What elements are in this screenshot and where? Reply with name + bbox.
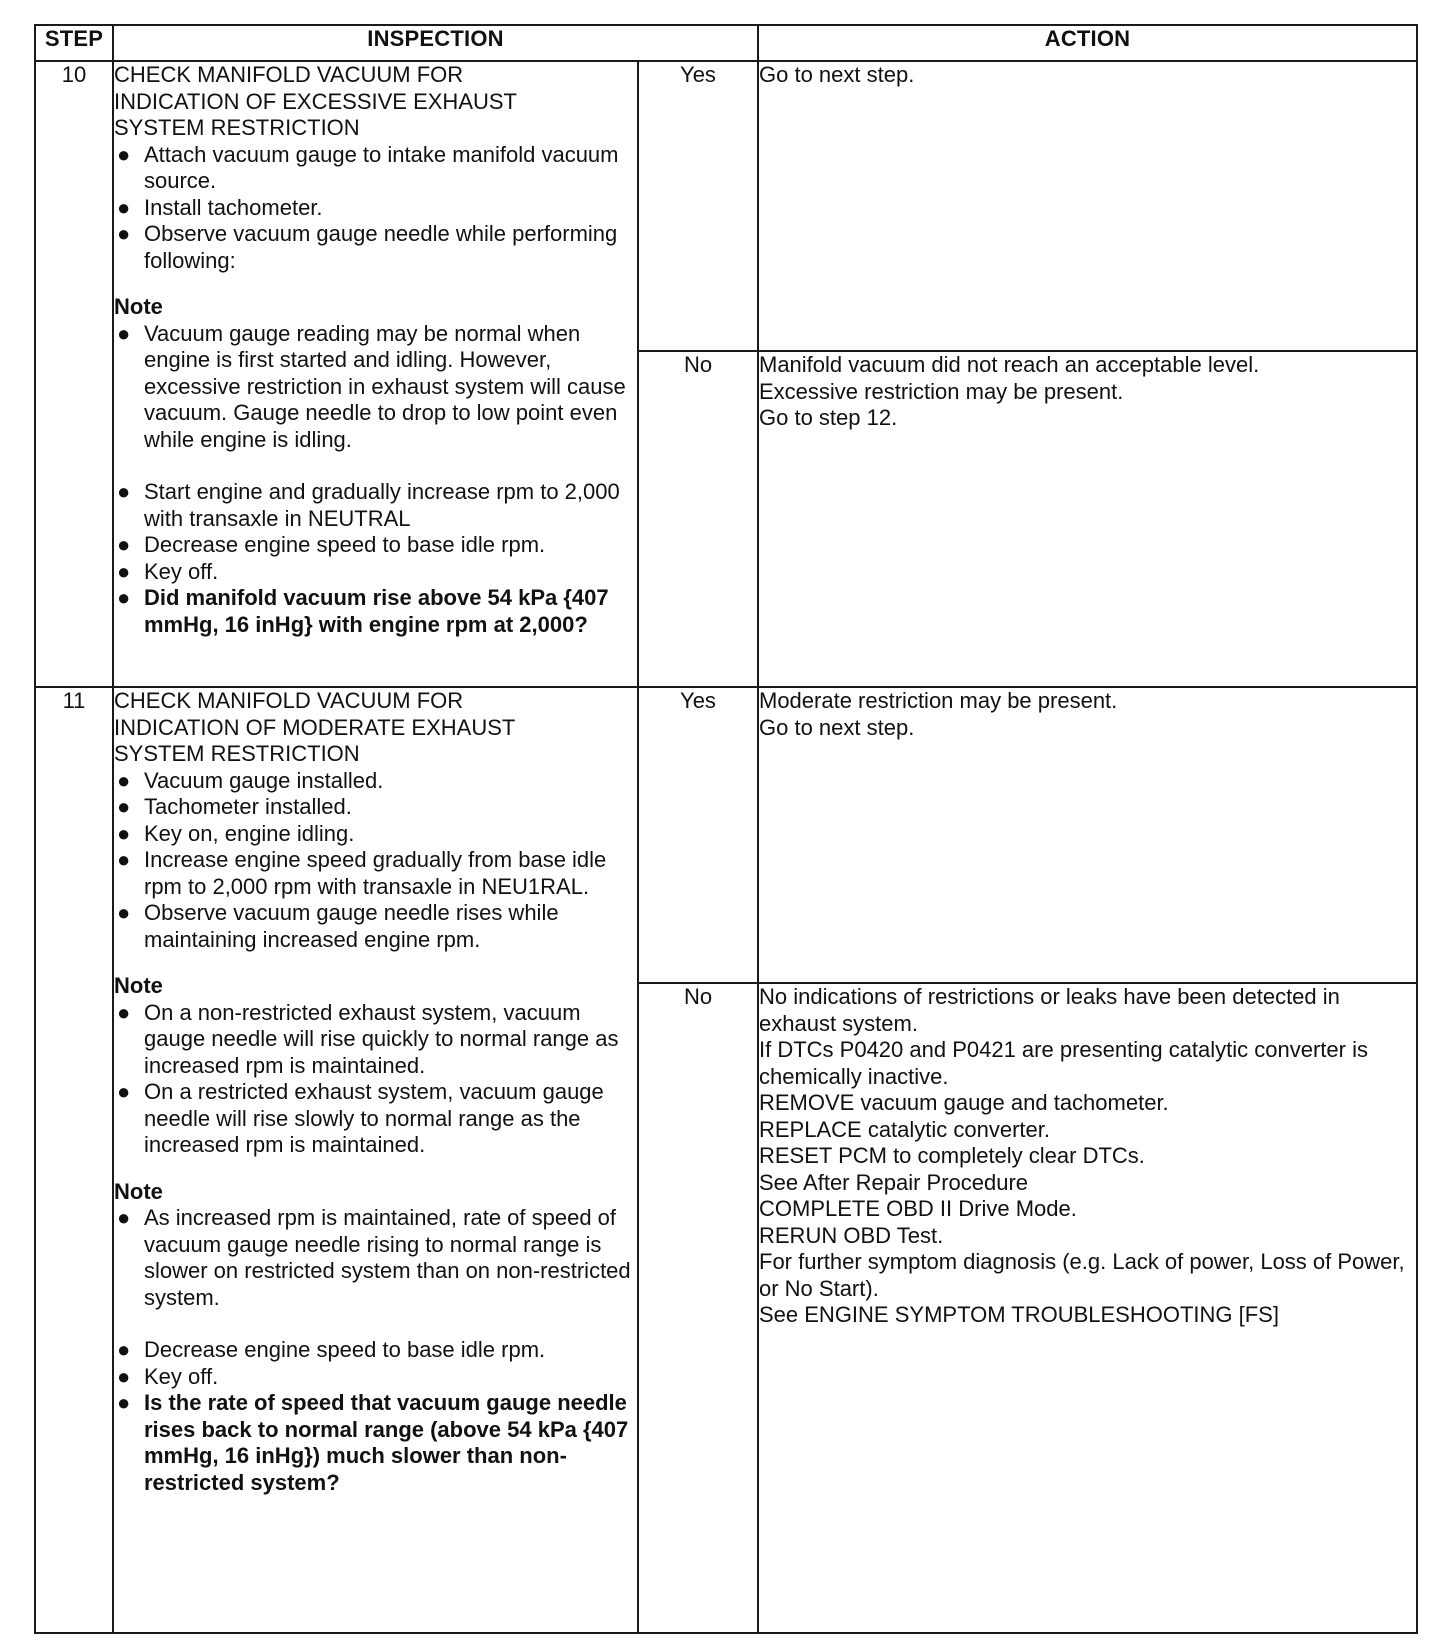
question-item: ● Did manifold vacuum rise above 54 kPa {407 mmHg, 16 inHg} with engine rpm at 2,000? [117, 585, 609, 637]
header-action: ACTION [758, 25, 1417, 61]
note-label: Note [114, 973, 163, 998]
step-11-yes-row [35, 687, 1417, 983]
step-title-line: CHECK MANIFOLD VACUUM FOR [114, 688, 464, 713]
action-line: REMOVE vacuum gauge and tachometer. [759, 1090, 1169, 1115]
bullet-icon: ● [117, 1079, 131, 1104]
header-step: STEP [35, 25, 113, 61]
no-label: No [638, 351, 758, 687]
header-row [35, 25, 1417, 61]
bullet-icon: ● [117, 1205, 131, 1230]
action-line: If DTCs P0420 and P0421 are presenting catalytic converter is chemically inactive. [759, 1037, 1368, 1089]
bullet-icon: ● [117, 1390, 131, 1415]
bullet-icon: ● [117, 141, 131, 167]
bullet-item: ● Observe vacuum gauge needle while performing following: [117, 221, 618, 273]
bullet-item: ● Observe vacuum gauge needle rises while maintaining increased engine rpm. [117, 900, 559, 952]
action-line: Go to step 12. [759, 405, 898, 430]
step-number: 11 [35, 687, 113, 1633]
bullet-icon: ● [117, 479, 131, 504]
bullet-item: ● Key off. [117, 1363, 219, 1389]
question-item: ● Is the rate of speed that vacuum gauge needle rises back to normal range (above 54 kPa {407 mmHg, 16 inHg}) much slower than non-restricted system? [117, 1390, 629, 1495]
bullet-item: ● As increased rpm is maintained, rate of speed of vacuum gauge needle rising to normal range is slower on restricted system than on non-restricted system. [117, 1205, 631, 1310]
bullet-icon: ● [117, 532, 131, 557]
bullet-icon: ● [117, 194, 131, 220]
action-line: See After Repair Procedure [759, 1169, 1029, 1195]
bullet-list [114, 479, 637, 638]
step-10-inspection [113, 61, 638, 687]
step-title-line: INDICATION OF MODERATE EXHAUST [114, 714, 516, 740]
action-line: REPLACE catalytic converter. [759, 1116, 1051, 1142]
no-label: No [638, 983, 758, 1633]
step-number: 10 [35, 61, 113, 687]
action-line: For further symptom diagnosis (e.g. Lack of power, Loss of Power, or No Start). [759, 1249, 1405, 1301]
action-line: RESET PCM to completely clear DTCs. [759, 1143, 1145, 1168]
bullet-item: ● Attach vacuum gauge to intake manifold vacuum source. [117, 141, 619, 193]
bullet-item: ● Tachometer installed. [117, 794, 352, 819]
action-line: See ENGINE SYMPTOM TROUBLESHOOTING [FS] [759, 1302, 1279, 1327]
bullet-item: ● Increase engine speed gradually from base idle rpm to 2,000 rpm with transaxle in NEU1RAL. [117, 847, 607, 899]
bullet-icon: ● [117, 1337, 131, 1362]
bullet-icon: ● [117, 221, 131, 246]
bullet-item: ● Decrease engine speed to base idle rpm. [117, 1337, 546, 1362]
step-10-yes-row [35, 61, 1417, 351]
bullet-list [114, 142, 637, 275]
note-bullet-list [114, 321, 637, 454]
note-bullet-list [114, 1205, 637, 1311]
bullet-icon: ● [117, 1363, 131, 1389]
bullet-icon: ● [117, 900, 131, 925]
bullet-icon: ● [117, 794, 131, 819]
note-label: Note [114, 1178, 163, 1204]
note-bullet-list [114, 1000, 637, 1159]
yes-action [758, 61, 1417, 351]
step-title-line: CHECK MANIFOLD VACUUM FOR [114, 62, 464, 87]
document-page [34, 24, 1418, 1634]
bullet-item: ● Install tachometer. [117, 194, 323, 220]
note-label: Note [114, 294, 163, 319]
yes-label: Yes [638, 61, 758, 351]
action-line: COMPLETE OBD II Drive Mode. [759, 1196, 1077, 1221]
bullet-item: ● Vacuum gauge reading may be normal when engine is first started and idling. However, excessive restriction in exhaust system will cause vacuum. Gauge needle to drop to low point even while engine is idling. [117, 320, 626, 452]
bullet-list [114, 768, 637, 954]
diagnostic-table [34, 24, 1418, 1634]
bullet-icon: ● [117, 820, 131, 846]
action-line: No indications of restrictions or leaks have been detected in exhaust system. [759, 984, 1340, 1036]
action-line: Manifold vacuum did not reach an acceptable level. [759, 352, 1260, 377]
bullet-item: ● Vacuum gauge installed. [117, 767, 384, 793]
bullet-item: ● On a restricted exhaust system, vacuum gauge needle will rise slowly to normal range as the increased rpm is maintained. [117, 1079, 604, 1157]
bullet-list [114, 1337, 637, 1496]
yes-action [758, 687, 1417, 983]
bullet-icon: ● [117, 999, 131, 1025]
step-title-line: INDICATION OF EXCESSIVE EXHAUST [114, 88, 517, 114]
bullet-icon: ● [117, 767, 131, 793]
action-line: Go to next step. [759, 714, 915, 740]
action-line: Excessive restriction may be present. [759, 378, 1124, 404]
bullet-item: ● Key off. [117, 558, 219, 584]
header-inspection: INSPECTION [113, 25, 758, 61]
step-title-line: SYSTEM RESTRICTION [114, 741, 360, 766]
action-line: Go to next step. [759, 62, 915, 87]
bullet-item: ● Key on, engine idling. [117, 820, 355, 846]
no-action [758, 351, 1417, 687]
bullet-icon: ● [117, 847, 131, 872]
no-action [758, 983, 1417, 1633]
step-title-line: SYSTEM RESTRICTION [114, 115, 360, 140]
action-line: RERUN OBD Test. [759, 1222, 944, 1248]
bullet-item: ● On a non-restricted exhaust system, vacuum gauge needle will rise quickly to normal range as increased rpm is maintained. [117, 999, 619, 1078]
bullet-icon: ● [117, 558, 131, 584]
bullet-icon: ● [117, 585, 131, 610]
action-line: Moderate restriction may be present. [759, 688, 1118, 713]
bullet-item: ● Decrease engine speed to base idle rpm. [117, 532, 546, 557]
bullet-icon: ● [117, 320, 131, 346]
bullet-item: ● Start engine and gradually increase rpm to 2,000 with transaxle in NEUTRAL [117, 479, 620, 531]
step-11-inspection [113, 687, 638, 1633]
yes-label: Yes [638, 687, 758, 983]
